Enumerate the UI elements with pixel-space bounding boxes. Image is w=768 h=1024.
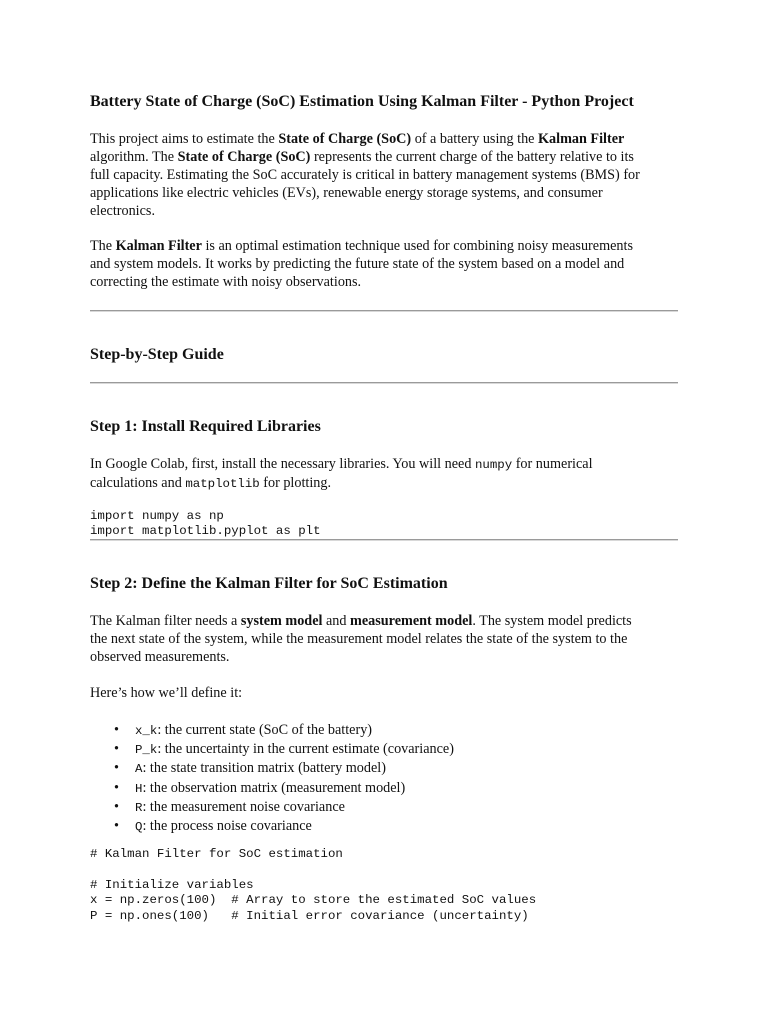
term-soc: State of Charge (SoC): [278, 131, 412, 147]
intro-line-1: This project aims to estimate the State of Charge (SoC) of a battery using the Kalman Filter: [90, 131, 625, 147]
step2-code-block: # Kalman Filter for SoC estimation # Initialize variables x = np.zeros(100) # Array to store the estimated SoC values P = np.ones(100) # Initial error covariance (uncertainty): [90, 847, 537, 923]
divider-1: [90, 310, 678, 312]
step2-paragraph: [90, 613, 680, 667]
list-item: • R: the measurement noise covariance: [114, 798, 345, 815]
intro-line-5: electronics.: [90, 202, 155, 219]
list-item: • P_k: the uncertainty in the current estimate (covariance): [114, 741, 454, 758]
step2-line-1: The Kalman filter needs a system model and measurement model. The system model predicts: [90, 613, 632, 629]
inline-code-matplotlib: matplotlib: [185, 476, 260, 491]
intro-line-3: full capacity. Estimating the SoC accurately is critical in battery management systems (BMS) for: [90, 166, 640, 183]
kalman-paragraph: [90, 238, 680, 292]
guide-heading: Step-by-Step Guide: [90, 346, 224, 363]
step1-line-2: calculations and matplotlib for plotting.: [90, 474, 332, 491]
step1-paragraph: [90, 456, 680, 494]
list-item: • H: the observation matrix (measurement model): [114, 779, 406, 796]
list-item: • A: the state transition matrix (battery model): [114, 760, 386, 777]
bullet-icon: •: [114, 760, 119, 777]
kalman-line-2: and system models. It works by predicting the future state of the system based on a model and: [90, 255, 625, 272]
inline-code-numpy: numpy: [474, 458, 513, 472]
list-item: • Q: the process noise covariance: [114, 818, 312, 835]
definitions-list: [114, 721, 454, 836]
step2-line-2: the next state of the system, while the measurement model relates the state of the system to the: [90, 630, 628, 647]
step1-code-block: import numpy as np import matplotlib.pyplot as plt: [90, 509, 321, 539]
step2-heading: Step 2: Define the Kalman Filter for SoC Estimation: [90, 575, 448, 592]
step1-line-1: In Google Colab, first, install the necessary libraries. You will need numpy for numerical: [90, 456, 593, 472]
term-kalman-filter: Kalman Filter: [538, 131, 625, 147]
intro-paragraph: [90, 131, 680, 221]
document-title: Battery State of Charge (SoC) Estimation Using Kalman Filter - Python Project: [90, 93, 634, 110]
bullet-icon: •: [114, 779, 119, 796]
kalman-line-1: The Kalman Filter is an optimal estimation technique used for combining noisy measurements: [90, 238, 633, 254]
intro-line-4: applications like electric vehicles (EVs), renewable energy storage systems, and consumer: [90, 184, 603, 201]
bullet-icon: •: [114, 798, 119, 815]
step1-heading: Step 1: Install Required Libraries: [90, 418, 321, 435]
divider-2: [90, 382, 678, 384]
term-system-model: system model: [240, 613, 323, 629]
term-soc-2: State of Charge (SoC): [177, 148, 311, 165]
term-measurement-model: measurement model: [350, 613, 473, 629]
kalman-line-3: correcting the estimate with noisy observations.: [90, 273, 362, 290]
bullet-icon: •: [114, 741, 119, 758]
howto-text: Here’s how we’ll define it:: [90, 685, 243, 701]
howto-paragraph: [90, 685, 680, 703]
term-kalman-filter-2: Kalman Filter: [115, 238, 202, 254]
bullet-icon: •: [114, 722, 119, 738]
divider-3: [90, 539, 678, 541]
intro-line-2: algorithm. The State of Charge (SoC) represents the current charge of the battery relative to its: [90, 148, 634, 165]
bullet-icon: •: [114, 818, 119, 835]
list-item: • x_k: the current state (SoC of the battery): [114, 722, 373, 738]
step2-line-3: observed measurements.: [90, 648, 230, 665]
